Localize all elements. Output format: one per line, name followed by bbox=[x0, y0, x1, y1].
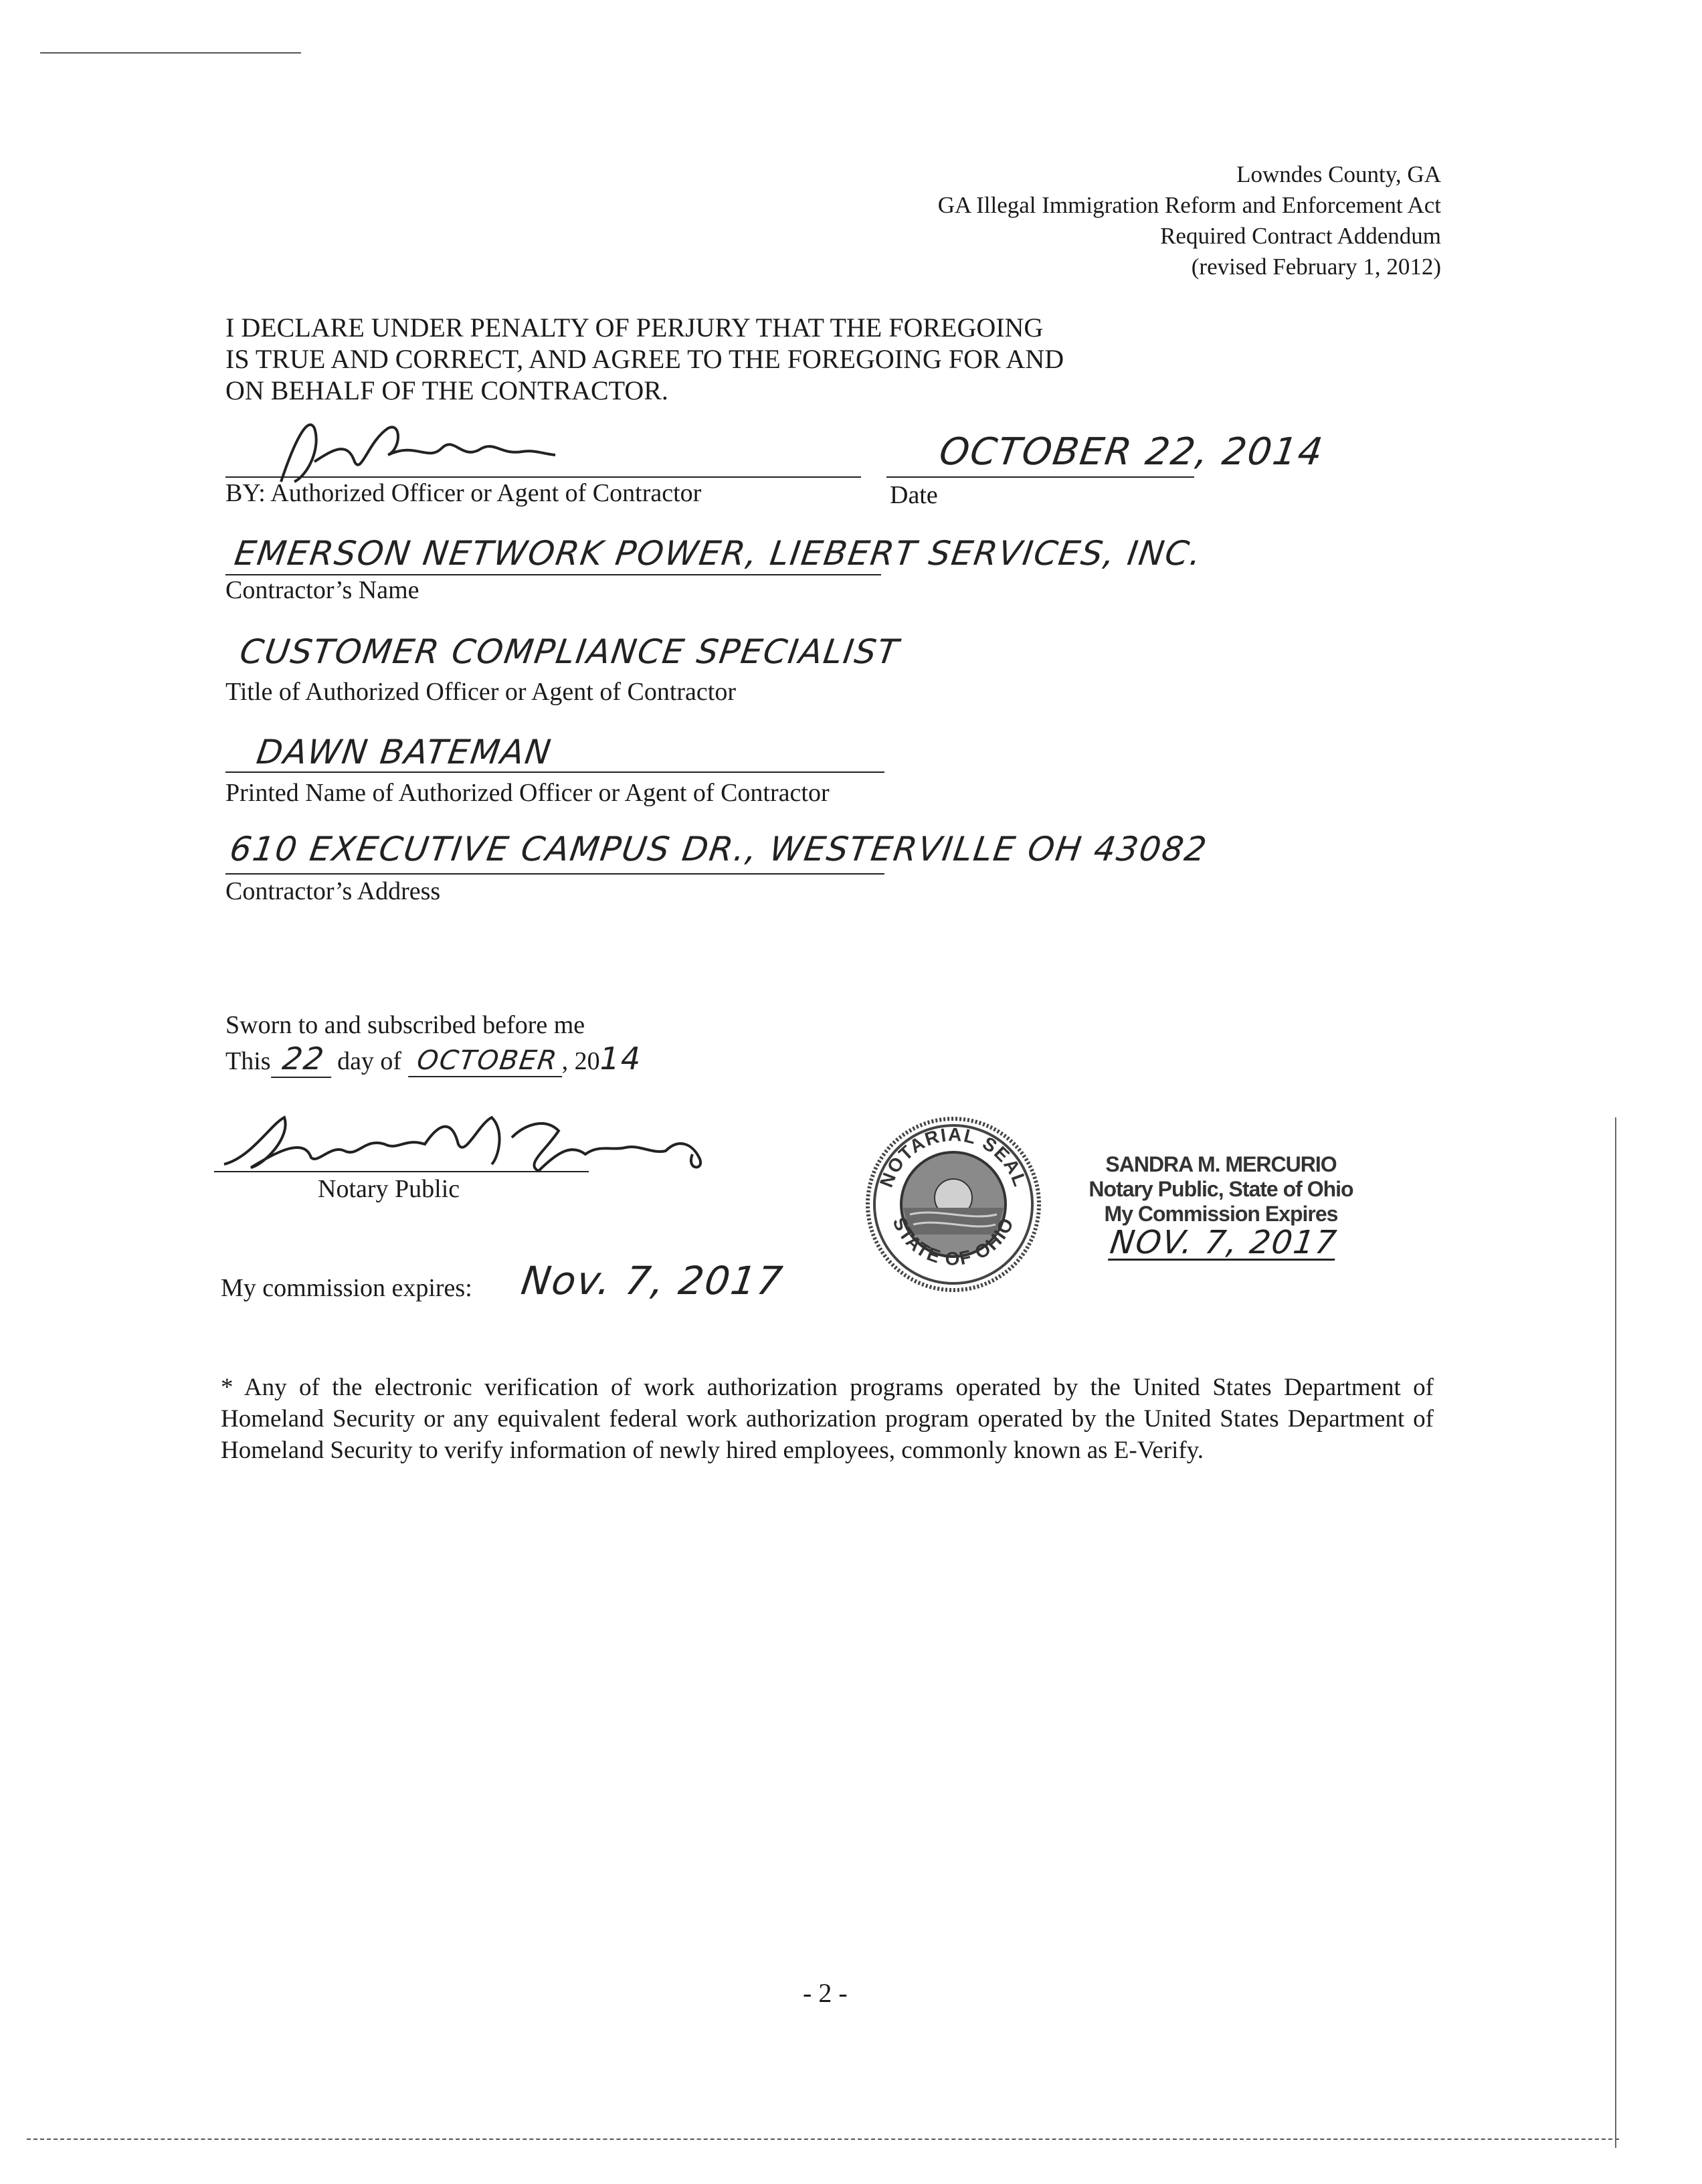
month-value: OCTOBER bbox=[408, 1045, 567, 1077]
officer-title-value: CUSTOMER COMPLIANCE SPECIALIST bbox=[238, 632, 903, 671]
contractor-address-label: Contractor’s Address bbox=[225, 877, 441, 905]
seal-bottom-text: STATE OF OHIO bbox=[888, 1214, 1018, 1269]
header-line-revised: (revised February 1, 2012) bbox=[1191, 254, 1441, 280]
stamp-expires-label: My Commission Expires bbox=[1104, 1202, 1338, 1226]
date-value: OCTOBER 22, 2014 bbox=[937, 430, 1327, 474]
declaration-text bbox=[225, 312, 1064, 406]
by-authorized-officer-label: BY: Authorized Officer or Agent of Contractor bbox=[225, 479, 702, 507]
scan-edge-top bbox=[40, 52, 301, 54]
header-line-addendum: Required Contract Addendum bbox=[1160, 223, 1441, 249]
seal-top-text: NOTARIAL SEAL bbox=[875, 1123, 1032, 1190]
declaration-line: I DECLARE UNDER PENALTY OF PERJURY THAT THE FOREGOING bbox=[225, 312, 1044, 343]
sworn-line: Sworn to and subscribed before me bbox=[225, 1011, 585, 1039]
scan-edge-right bbox=[1615, 1117, 1616, 2148]
declaration-line: IS TRUE AND CORRECT, AND AGREE TO THE FOREGOING FOR AND bbox=[225, 344, 1064, 374]
header-line-act: GA Illegal Immigration Reform and Enforcement Act bbox=[937, 192, 1441, 218]
notary-stamp bbox=[1087, 1152, 1355, 1261]
this-prefix: This bbox=[225, 1047, 271, 1075]
this-day-line bbox=[225, 1040, 642, 1078]
stamp-title: Notary Public, State of Ohio bbox=[1089, 1177, 1353, 1201]
commission-expires-value: Nov. 7, 2017 bbox=[518, 1258, 787, 1303]
scan-edge-bottom bbox=[27, 2138, 1619, 2140]
officer-title-label: Title of Authorized Officer or Agent of Contractor bbox=[225, 678, 737, 706]
declaration-line: ON BEHALF OF THE CONTRACTOR. bbox=[225, 375, 668, 405]
printed-name-value: DAWN BATEMAN bbox=[254, 733, 555, 771]
commission-expires-label: My commission expires: bbox=[221, 1274, 472, 1302]
notarial-seal bbox=[863, 1114, 1044, 1295]
stamp-expires-value: NOV. 7, 2017 bbox=[1107, 1224, 1340, 1261]
notary-public-label: Notary Public bbox=[318, 1175, 460, 1203]
contractor-name-label: Contractor’s Name bbox=[225, 576, 419, 604]
contractor-name-value: EMERSON NETWORK POWER, LIEBERT SERVICES, INC. bbox=[232, 534, 1205, 573]
date-label: Date bbox=[890, 481, 938, 509]
officer-signature-line bbox=[225, 476, 861, 478]
year-suffix: 14 bbox=[599, 1040, 642, 1077]
printed-name-line bbox=[225, 771, 884, 773]
notary-signature-line bbox=[214, 1171, 589, 1172]
page-number: - 2 - bbox=[803, 1978, 848, 2008]
date-line bbox=[886, 476, 1194, 478]
day-of-label: day of bbox=[337, 1047, 402, 1075]
printed-name-label: Printed Name of Authorized Officer or Agent of Contractor bbox=[225, 779, 830, 807]
footnote-everify: * Any of the electronic verification of work authorization programs operated by the United States Department of Homeland Security or any equivalent federal work authorization program operated by the United States Department of Homeland Security to verify information of newly hired employees, commonly known as E-Verify. bbox=[221, 1374, 1434, 1464]
header-line-county: Lowndes County, GA bbox=[1236, 161, 1441, 187]
contractor-address-value: 610 EXECUTIVE CAMPUS DR., WESTERVILLE OH 43082 bbox=[227, 830, 1210, 869]
day-value: 22 bbox=[271, 1040, 337, 1078]
contractor-address-line bbox=[225, 873, 884, 875]
document-header bbox=[938, 159, 1441, 282]
year-prefix: , 20 bbox=[561, 1047, 600, 1075]
stamp-name: SANDRA M. MERCURIO bbox=[1105, 1152, 1337, 1176]
